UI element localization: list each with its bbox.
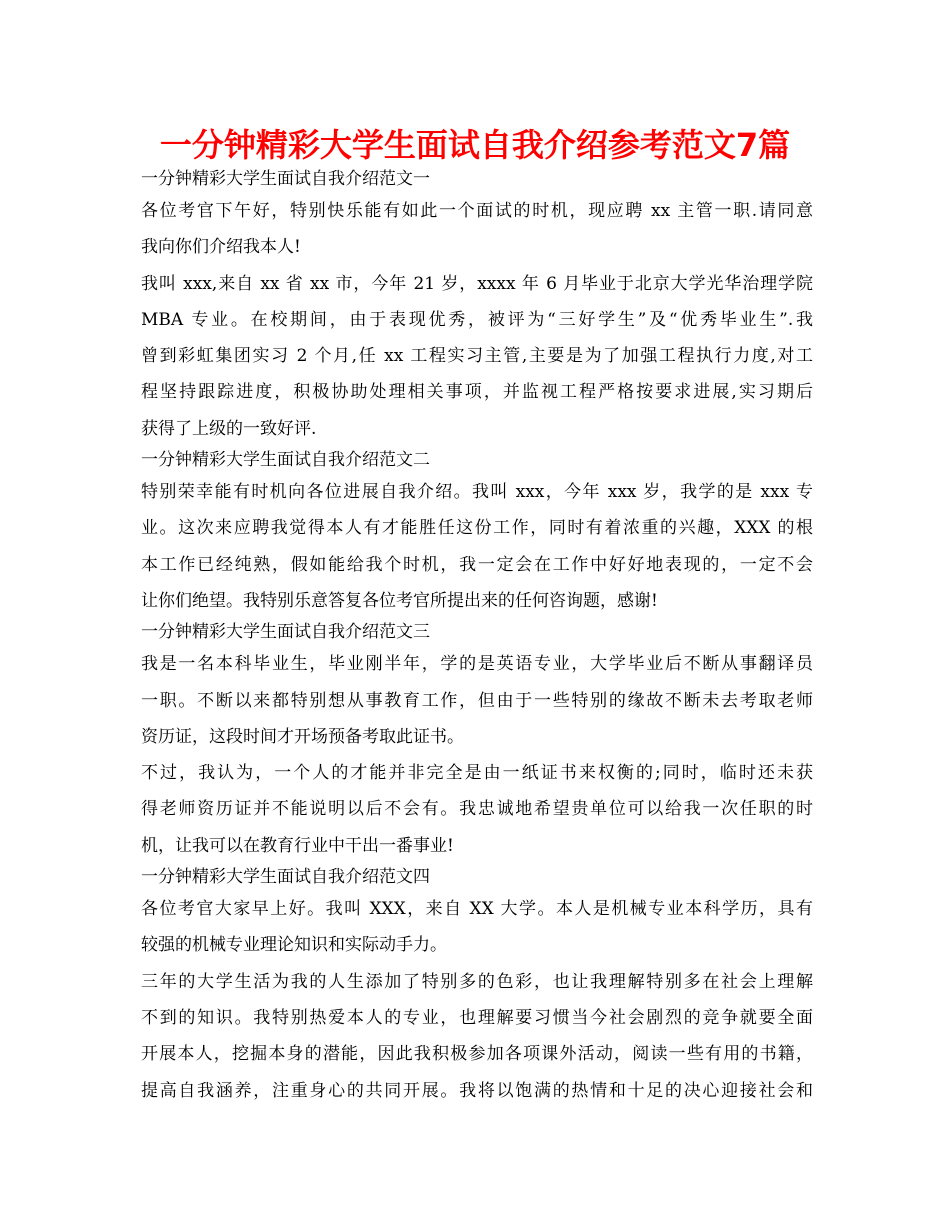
paragraph-line: 提高自我涵养，注重身心的共同开展。我将以饱满的热情和十足的决心迎接社会和 bbox=[141, 1080, 813, 1101]
paragraph-line: 资历证，这段时间才开场预备考取此证书。 bbox=[141, 726, 464, 747]
section-heading: 一分钟精彩大学生面试自我介绍范文四 bbox=[141, 867, 430, 888]
paragraph-line: MBA 专业。在校期间，由于表现优秀，被评为“三好学生”及“优秀毕业生”.我 bbox=[141, 309, 813, 330]
paragraph-line: 较强的机械专业理论知识和实际动手力。 bbox=[141, 935, 447, 956]
paragraph-line: 不到的知识。我特别热爱本人的专业，也理解要习惯当今社会剧烈的竞争就要全面 bbox=[141, 1007, 813, 1028]
paragraph-line: 各位考官下午好，特别快乐能有如此一个面试的时机，现应聘 xx 主管一职.请同意 bbox=[141, 201, 813, 221]
paragraph-line: 本工作已经纯熟，假如能给我个时机，我一定会在工作中好好地表现的，一定不会 bbox=[141, 554, 813, 575]
paragraph-line: 得老师资历证并不能说明以后不会有。我忠诚地希望贵单位可以给我一次任职的时 bbox=[141, 799, 813, 820]
section-heading: 一分钟精彩大学生面试自我介绍范文三 bbox=[141, 622, 430, 643]
paragraph-line: 三年的大学生活为我的人生添加了特别多的色彩，也让我理解特别多在社会上理解 bbox=[141, 971, 813, 992]
paragraph-line: 各位考官大家早上好。我叫 XXX，来自 XX 大学。本人是机械专业本科学历，具有 bbox=[141, 899, 813, 920]
section-heading: 一分钟精彩大学生面试自我介绍范文二 bbox=[141, 450, 430, 471]
paragraph-line: 程坚持跟踪进度，积极协助处理相关事项，并监视工程严格按要求进展,实习期后 bbox=[141, 382, 813, 403]
paragraph-line: 让你们绝望。我特别乐意答复各位考官所提出来的任何咨询题，感谢! bbox=[141, 590, 658, 611]
paragraph-line: 业。这次来应聘我觉得本人有才能胜任这份工作，同时有着浓重的兴趣，XXX 的根 bbox=[141, 518, 813, 539]
paragraph-line: 开展本人，挖掘本身的潜能，因此我积极参加各项课外活动，阅读一些有用的书籍， bbox=[141, 1044, 813, 1065]
paragraph-line: 我是一名本科毕业生，毕业刚半年，学的是英语专业，大学毕业后不断从事翻译员 bbox=[141, 654, 813, 675]
paragraph-line: 曾到彩虹集团实习 2 个月,任 xx 工程实习主管,主要是为了加强工程执行力度,对工 bbox=[141, 346, 813, 367]
section-heading: 一分钟精彩大学生面试自我介绍范文一 bbox=[141, 169, 430, 189]
paragraph-line: 机，让我可以在教育行业中干出一番事业! bbox=[141, 835, 454, 856]
document-body bbox=[141, 166, 813, 1109]
paragraph-line: 特别荣幸能有时机向各位进展自我介绍。我叫 xxx，今年 xxx 岁，我学的是 xxx 专 bbox=[141, 482, 813, 503]
paragraph-line: 不过，我认为，一个人的才能并非完全是由一纸证书来权衡的;同时，临时还未获 bbox=[141, 763, 813, 784]
paragraph-line: 一职。不断以来都特别想从事教育工作，但由于一些特别的缘故不断未去考取老师 bbox=[141, 690, 813, 711]
document-title: 一分钟精彩大学生面试自我介绍参考范文7篇 bbox=[159, 126, 791, 164]
paragraph-line: 我向你们介绍我本人! bbox=[141, 237, 301, 258]
paragraph-line: 我叫 xxx,来自 xx 省 xx 市，今年 21 岁，xxxx 年 6 月毕业于北京大学光华治理学院 bbox=[141, 273, 813, 294]
paragraph-line: 获得了上级的一致好评. bbox=[141, 418, 317, 439]
